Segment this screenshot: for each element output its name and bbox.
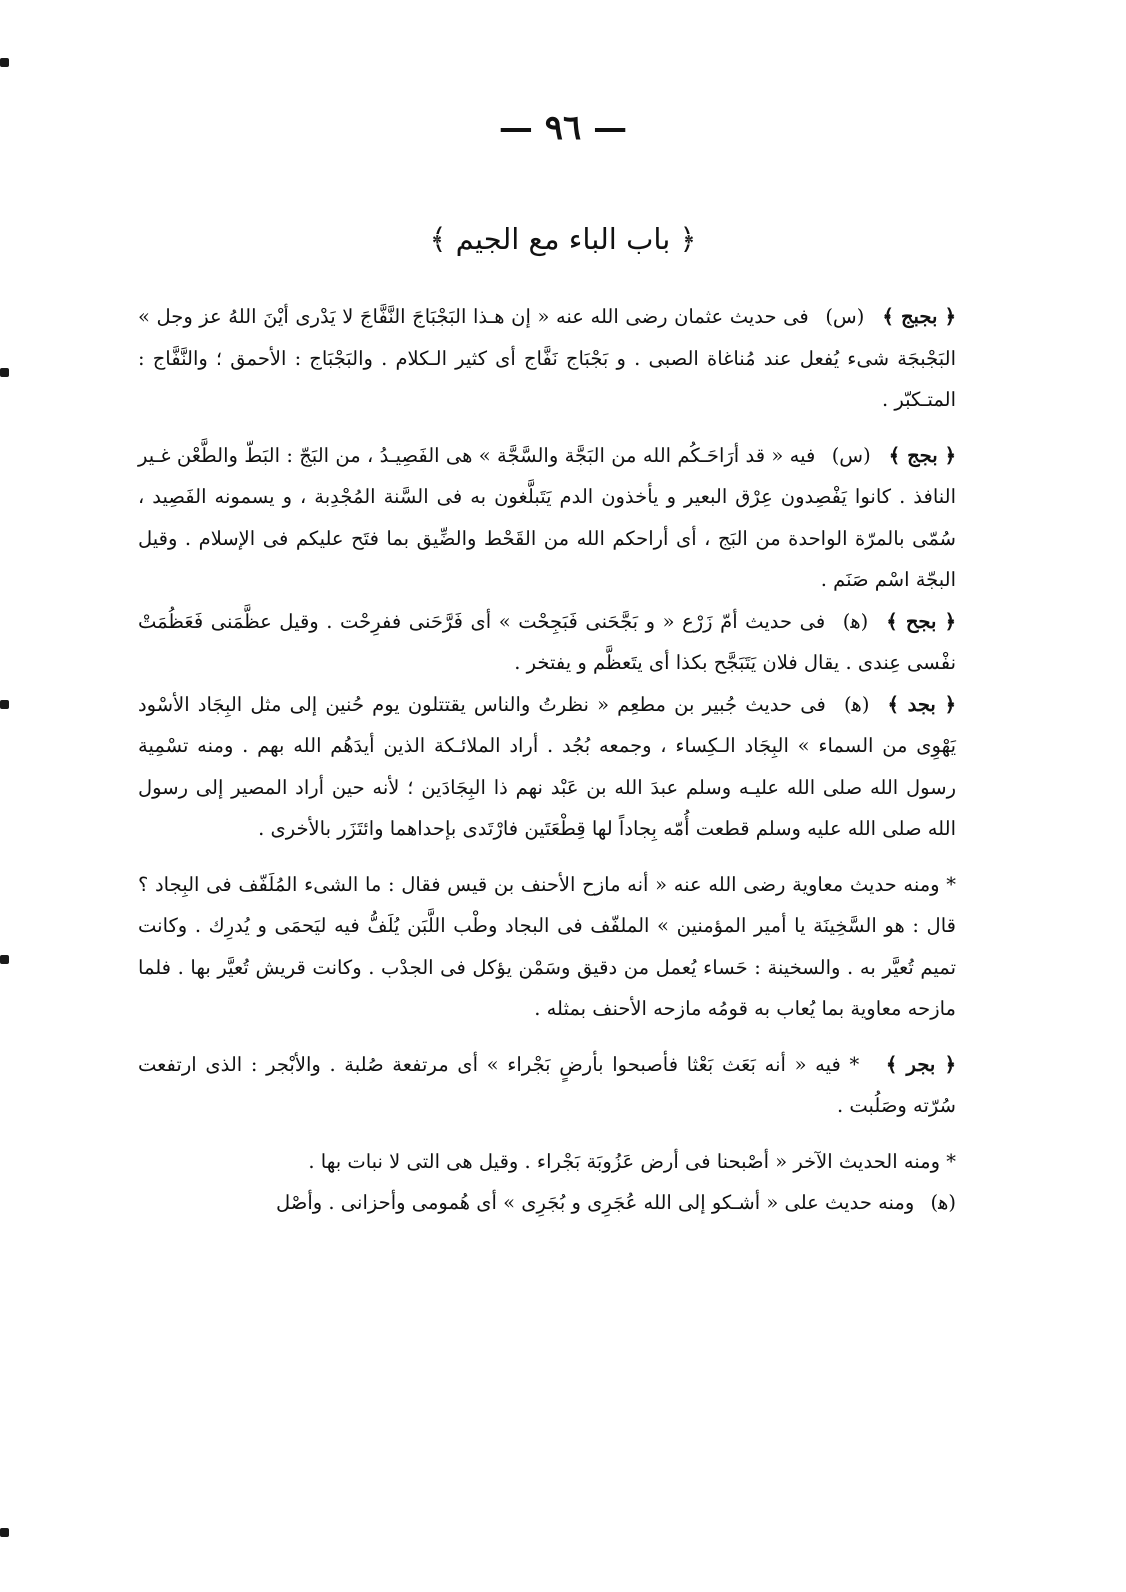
entry-headword: ﴿ بجر ﴾ [885,1052,956,1076]
entry-bjj [138,435,956,601]
entry-headword: ﴿ بجد ﴾ [887,692,957,716]
entry-text: * فيه « أنه بَعَث بَعْثا فأصبحوا بأرضٍ بَجْراء » أى مرتفعة صُلبة . والأبْجر : الذى ارتفعت سُرّته وصَلُبت . [138,1052,956,1117]
entry-text: * ومنه الحديث الآخر « أصْبحنا فى أرض عَزُوبَة بَجْراء . وقيل هى التى لا نبات بها . [308,1149,956,1173]
entry-sigla: (ﻫ) [843,692,870,716]
entry-headword: ﴿ بجبج ﴾ [882,305,957,328]
entry-sigla: (س) [831,443,871,467]
scan-edge-mark [0,58,9,67]
entry-bjh [138,601,956,684]
entry-ali-hadith [138,1182,956,1224]
entry-sigla: (ﻫ) [930,1191,956,1214]
page-number: — ٩٦ — [498,108,628,148]
entry-text: فى حديث عثمان رضى الله عنه « إن هـذا البَجْبَاجَ النَّفَّاجَ لا يَدْرى أيْنَ اللهُ عز وجل » البَجْبجَة شىء يُفعل عند مُناغاة الصبى . و بَجْبَاج نَفَّاج أى كثير الـكلام . والبَجْبَاج : الأحمق ؛ والنَّفَّاج : المتـكبّر . [138,305,956,411]
scan-edge-mark [0,955,9,964]
scan-edge-mark [0,368,9,377]
entry-headword: ﴿ بجح ﴾ [886,609,956,633]
entry-bjr [138,1044,956,1127]
chapter-title: ﴿ باب الباء مع الجيم ﴾ [429,222,697,256]
entry-sigla: (س) [825,305,865,328]
entry-muawiya-hadith [138,864,956,1030]
entry-text: * ومنه حديث معاوية رضى الله عنه « أنه مازح الأحنف بن قيس فقال : ما الشىء المُلَفّف فى البِجاد ؟ قال : هو السَّخِينَة يا أمير المؤمنين » الملفّف فى البجاد وطْب اللَّبَن يُلَفُّ فيه ليَحمَى و يُدرِك . وكانت تميم تُعيَّر به . والسخينة : حَساء يُعمل من دقيق وسَمْن يؤكل فى الجدْب . وكانت قريش تُعيَّر بها . فلما مازحه معاوية بما يُعاب به قومُه مازحه الأحنف بمثله . [138,872,956,1020]
entry-text: فيه « قد أرَاحَـكُم الله من البَجَّة والسَّجَّة » هى الفَصِيـدُ ، من البَجّ : البَطّ والطَّعْن غـير النافذ . كانوا يَفْصِدون عِرْق البعير و يأخذون الدم يَتَبلَّغون به فى السَّنة المُجْدِبة ، و يسمونه الفَصِيد ، سُمّى بالمرّة الواحدة من البَج ، أى أراحكم الله من القَحْط والضِّيق بما فتَح عليكم فى الإسلام . وقيل البجّة اسْم صَنَم . [138,443,956,591]
entry-bjbj [138,296,956,421]
entry-headword: ﴿ بجج ﴾ [888,443,957,467]
document-body [138,296,956,1224]
entry-other-hadith [138,1141,956,1183]
entry-text: ومنه حديث على « أشـكو إلى الله عُجَرِى و بُجَرِى » أى هُمومى وأحزانى . وأصْل [276,1191,915,1214]
entry-sigla: (ﻫ) [842,609,869,633]
entry-text: فى حديث أمّ زَرْع « و بَجَّحَنى فَبَجِحْت » أى فَرَّحَنى ففرِحْت . وقيل عظَّمَنى فَعَظُمَتْ نفْسى عِندى . يقال فلان يَتَبَجَّح بكذا أى يتَعظَّم و يفتخر . [138,609,956,674]
entry-text: فى حديث جُبير بن مطعِم « نظرتُ والناس يقتتلون يوم حُنين إلى مثل البِجَاد الأسْود يَهْوِى من السماء » البِجَاد الـكِساء ، وجمعه بُجُد . أراد الملائـكة الذين أيدَهُم الله بهم . ومنه تسْمِية رسول الله صلى الله عليـه وسلم عبدَ الله بن عَبْد نهم ذا البِجَادَين ؛ لأنه حين أراد المصير إلى رسول الله صلى الله عليه وسلم قطعت أُمّه بِجاداً لها قِطْعَتَين فارْتَدى بإحداهما وائتَزَر بالأخرى . [138,692,956,840]
scan-edge-mark [0,700,9,709]
scan-edge-mark [0,1528,9,1537]
entry-bjd [138,684,956,850]
